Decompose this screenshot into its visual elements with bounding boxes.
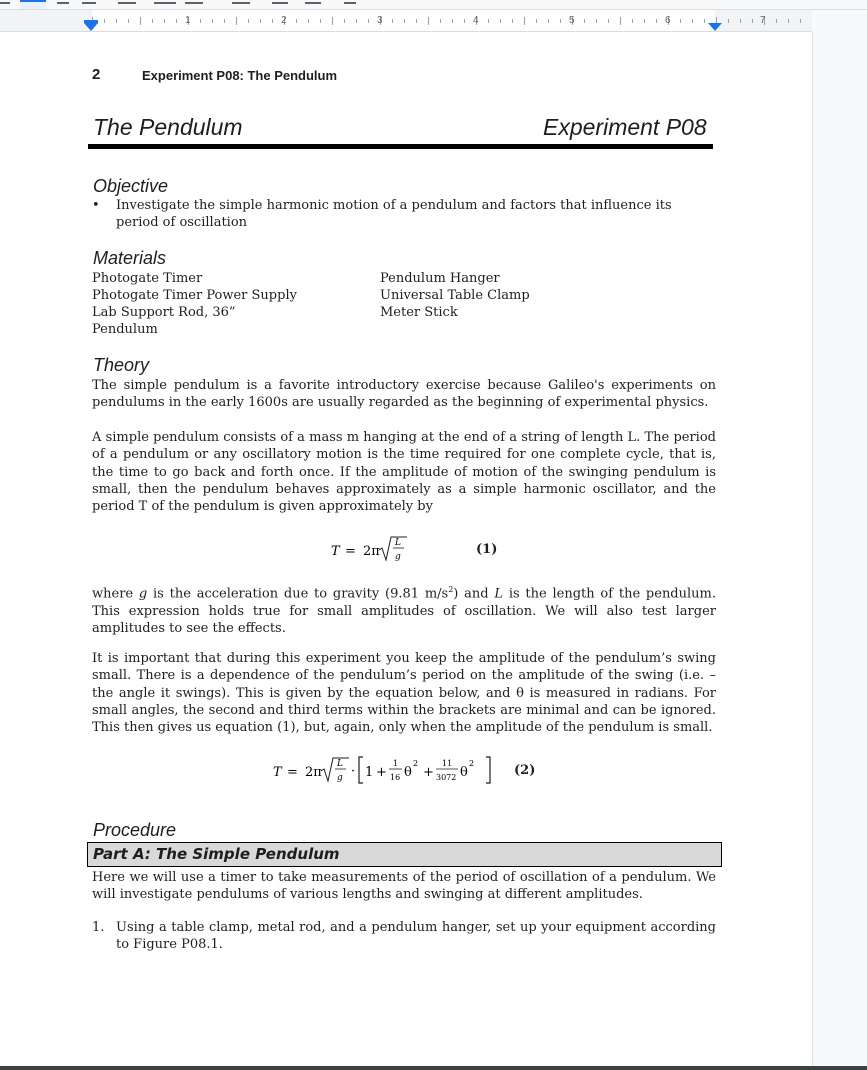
ruler-tick [704,19,705,23]
ruler-tick [740,19,741,23]
ruler-tick [524,17,525,25]
line-spacing-icon[interactable] [118,2,136,7]
page-number: 2 [92,66,101,83]
materials-column-1 [92,270,297,338]
ruler-tick [272,19,273,23]
material-item: Meter Stick [380,305,458,320]
eq2-theta-1: θ [404,765,412,780]
ruler-tick [260,19,261,23]
eq1-lhs: T [331,544,340,559]
materials-column-2 [380,270,530,321]
eq2-denominator: g [337,773,343,783]
align-right-icon[interactable] [57,2,69,7]
right-indent-handle[interactable] [708,23,722,31]
running-header-title: Experiment P08: The Pendulum [142,68,338,83]
eq2-plus-1: + [376,765,387,780]
eq2-f1-numerator: 1 [393,759,399,768]
eq2-right-bracket [486,757,490,783]
eq2-numerator: L [337,759,343,769]
p3-var-L: L [494,586,504,602]
p3-text-b: is the acceleration due to gravity (9.81 m/s [147,586,449,602]
ruler-tick [332,17,333,25]
material-item: Universal Table Clamp [380,288,530,303]
theory-paragraph-3 [92,581,716,637]
ruler-tick [224,19,225,23]
clear-formatting-icon[interactable] [344,2,356,7]
ruler-tick [356,19,357,23]
ruler-tick [104,19,105,23]
decrease-indent-icon[interactable] [272,2,288,7]
ruler-tick [440,19,441,23]
equation-2-label: (2) [514,763,536,778]
ruler-tick [368,19,369,23]
ruler-tick [644,19,645,23]
ruler-number: 3 [377,15,383,26]
step-number: 1. [92,920,105,935]
ruler-tick [344,19,345,23]
ruler-tick [308,19,309,23]
theory-paragraph-2: A simple pendulum consists of a mass m hanging at the end of a string of length L. The period of a pendulum or any oscillatory motion is the time required for one complete cycle, that is, the time to go back and forth once. If the amplitude of motion of the swinging pendulum is small, then the pendulum behaves approximately as a simple harmonic oscillator, and the period T of the pendulum is given approximately by [92,430,716,515]
eq2-left-bracket [359,757,363,783]
justify-icon[interactable] [82,2,96,7]
ruler-tick [428,17,429,25]
page-title: The Pendulum [93,114,243,140]
eq1-numerator: L [395,538,401,548]
procedure-heading: Procedure [93,820,177,840]
p3-text-a: where [92,586,139,602]
ruler-tick [536,19,537,23]
side-gutter [812,32,867,1070]
part-a-heading-box [87,842,722,867]
ruler-number: 6 [665,15,671,26]
ruler-tick [464,19,465,23]
align-left-icon[interactable] [0,2,10,7]
ruler-number: 1 [185,15,191,26]
eq2-one: 1 [365,765,374,780]
ruler-tick [452,19,453,23]
ruler-tick [248,19,249,23]
material-item: Lab Support Rod, 36” [92,305,236,320]
material-item: Pendulum [92,322,158,337]
ruler-tick [620,17,621,25]
ruler-tick [632,19,633,23]
ruler-number: 4 [473,15,479,26]
ruler-tick [800,19,801,23]
checklist-icon[interactable] [154,2,176,7]
eq1-sqrt-sign [379,537,407,560]
ruler-tick [212,19,213,23]
objective-text: Investigate the simple harmonic motion of a pendulum and factors that influence its period of oscillation [116,198,672,231]
ruler-tick [128,19,129,23]
bottom-bar [0,1066,867,1070]
p3-text-d: is the length of the pendulum. This expression holds true for small amplitudes of oscillation. We will also test larger amplitudes to see the effects. [92,586,716,636]
equation-1 [328,534,418,564]
toolbar [0,0,867,10]
material-item: Pendulum Hanger [380,271,500,286]
ruler-tick [560,19,561,23]
eq2-equals: = [287,765,298,780]
ruler-tick [584,19,585,23]
ruler-tick [296,19,297,23]
ruler-number: 7 [760,15,766,26]
eq1-denominator: g [395,552,401,562]
increase-indent-icon[interactable] [305,2,321,7]
theory-paragraph-4: It is important that during this experiment you keep the amplitude of the pendulum’s swing small. There is a dependence of the pendulum’s period on the amplitude of the swing (i.e. – the angle it swings). This is given by the equation below, and θ is measured in radians. For small angles, the second and third terms within the brackets are minimal and can be ignored. This then gives us equation (1), but, again, only when the amplitude of the pendulum is small. [92,651,716,736]
ruler-tick [608,19,609,23]
procedure-paragraph-1: Here we will use a timer to take measurements of the period of oscillation of a pendulum. We will investigate pendulums of various lengths and swinging at different amplitudes. [92,870,716,903]
p3-var-g: g [138,586,148,602]
ruler-tick [140,17,141,25]
eq2-dot: · [351,764,356,779]
ruler-tick [656,19,657,23]
bullet-marker: • [92,198,100,213]
ruler-tick [788,19,789,23]
ruler-tick [776,19,777,23]
ruler-tick [116,19,117,23]
experiment-label: Experiment P08 [543,114,707,140]
eq2-f2-numerator: 11 [442,759,453,768]
eq2-exp-2: 2 [469,759,475,768]
objective-heading: Objective [93,176,169,196]
left-indent-handle[interactable] [84,23,98,31]
equation-1-label: (1) [476,542,498,557]
eq2-plus-2: + [423,765,434,780]
p3-superscript: 2 [448,585,454,594]
theory-heading: Theory [93,355,150,375]
numbered-list-icon[interactable] [232,2,250,7]
ruler-tick [164,19,165,23]
eq2-coefficient: 2π [305,765,322,780]
bulleted-list-icon[interactable] [185,2,203,7]
ruler-tick [512,19,513,23]
ruler-tick [752,19,753,23]
eq2-exp-1: 2 [413,759,419,768]
material-item: Photogate Timer [92,271,203,286]
ruler-tick [236,17,237,25]
ruler-tick [488,19,489,23]
materials-heading: Materials [93,248,167,268]
ruler-tick [680,19,681,23]
eq2-f2-denominator: 3072 [436,773,457,782]
eq2-f1-denominator: 16 [390,773,401,782]
ruler-tick [416,19,417,23]
eq2-theta-2: θ [460,765,468,780]
step-text: Using a table clamp, metal rod, and a pendulum hanger, set up your equipment according to Figure P08.1. [116,920,716,953]
eq2-lhs: T [273,765,282,780]
p3-text-c: ) and [453,586,495,602]
eq2-sqrt-sign [321,758,349,781]
ruler-tick [500,19,501,23]
ruler-tick [176,19,177,23]
ruler-tick [152,19,153,23]
eq1-coefficient: 2π [363,544,380,559]
ruler-number: 2 [281,15,287,26]
eq1-equals: = [345,544,356,559]
align-center-icon[interactable] [20,0,46,9]
ruler-number: 5 [569,15,575,26]
ruler-tick [596,19,597,23]
ruler-tick [728,19,729,23]
material-item: Photogate Timer Power Supply [92,288,297,303]
ruler-tick [320,19,321,23]
ruler-tick [200,19,201,23]
ruler-tick [404,19,405,23]
ruler-tick [692,19,693,23]
ruler-left-margin [0,10,92,31]
equation-2 [270,754,510,786]
ruler-tick [548,19,549,23]
horizontal-ruler[interactable] [0,10,812,32]
part-a-heading: Part A: The Simple Pendulum [93,845,340,863]
title-divider [88,144,713,149]
theory-paragraph-1: The simple pendulum is a favorite introductory exercise because Galileo's experiments on pendulums in the early 1600s are usually regarded as the beginning of experimental physics. [92,378,716,411]
ruler-tick [392,19,393,23]
